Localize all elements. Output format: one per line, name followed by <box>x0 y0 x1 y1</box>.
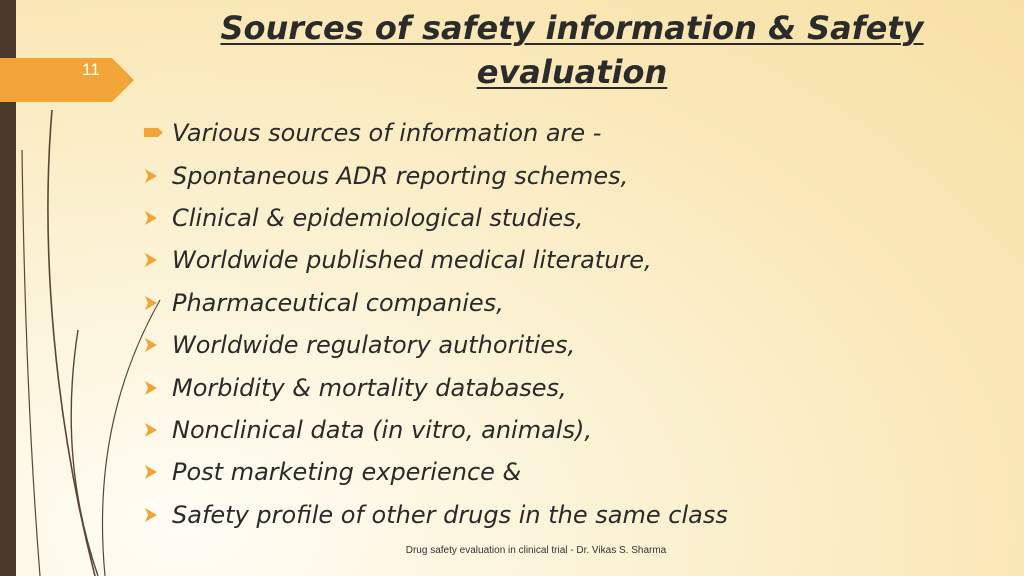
arrowhead-bullet-icon <box>144 507 172 523</box>
arrowhead-bullet-icon <box>144 422 172 438</box>
arrowhead-bullet-icon <box>144 464 172 480</box>
list-item-text: Clinical & epidemiological studies, <box>172 203 584 232</box>
list-item-text: Nonclinical data (in vitro, animals), <box>172 415 592 444</box>
list-item-text: Worldwide regulatory authorities, <box>172 331 576 360</box>
list-item-text: Post marketing experience & <box>172 458 522 487</box>
slide-number: 11 <box>82 60 100 79</box>
arrowhead-bullet-icon <box>144 337 172 353</box>
slide-number-tab <box>0 52 134 102</box>
arrowhead-bullet-icon <box>144 295 172 311</box>
list-item-text: Worldwide published medical literature, <box>172 246 652 275</box>
list-item-text: Safety profile of other drugs in the same class <box>172 500 728 529</box>
list-item <box>144 239 728 281</box>
list-item-text: Spontaneous ADR reporting schemes, <box>172 161 629 190</box>
slide-footer: Drug safety evaluation in clinical trial - Dr. Vikas S. Sharma <box>405 545 667 556</box>
list-item <box>144 451 728 493</box>
list-item-text: Pharmaceutical companies, <box>172 288 504 317</box>
list-item <box>144 366 728 408</box>
list-item <box>144 197 728 239</box>
list-item-text: Various sources of information are - <box>172 119 602 148</box>
list-item <box>144 154 728 196</box>
arrowhead-bullet-icon <box>144 210 172 226</box>
list-item <box>144 112 728 154</box>
bullet-list <box>144 112 728 536</box>
slide-title: Sources of safety information & Safety evaluation <box>220 9 924 91</box>
list-item <box>144 282 728 324</box>
square-bullet-icon <box>144 127 172 139</box>
list-item <box>144 494 728 536</box>
list-item-text: Morbidity & mortality databases, <box>172 373 567 402</box>
arrowhead-bullet-icon <box>144 252 172 268</box>
arrowhead-bullet-icon <box>144 168 172 184</box>
list-item <box>144 324 728 366</box>
arrowhead-bullet-icon <box>144 380 172 396</box>
list-item <box>144 409 728 451</box>
